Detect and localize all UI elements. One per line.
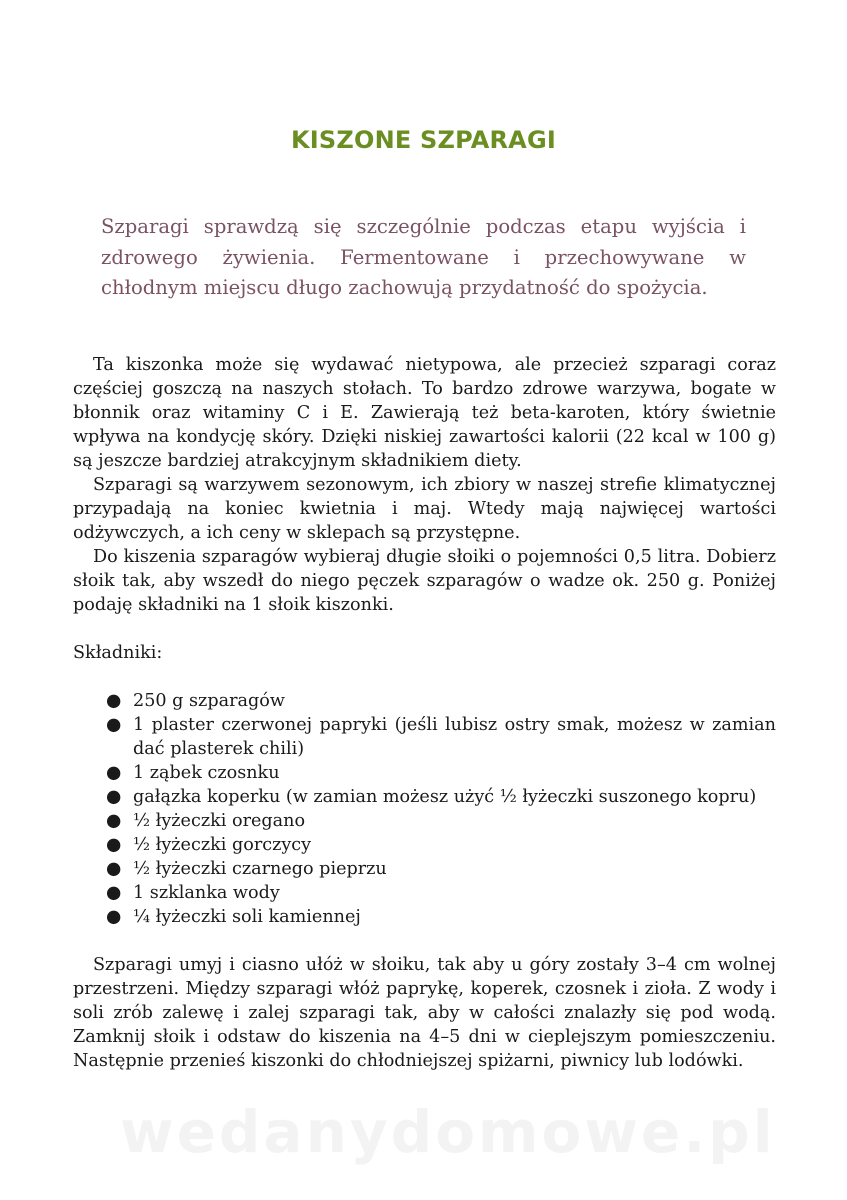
- bullet-icon: ●: [106, 859, 122, 879]
- ingredients-list: [73, 689, 776, 929]
- list-item: [106, 833, 776, 857]
- ingredient-text: 1 ząbek czosnku: [133, 763, 280, 783]
- bullet-icon: ●: [106, 907, 122, 927]
- bullet-icon: ●: [106, 715, 122, 735]
- list-item: [106, 881, 776, 905]
- page-title: KISZONE SZPARAGI: [291, 126, 556, 154]
- list-item: [106, 761, 776, 785]
- intro-paragraph: Szparagi sprawdzą się szczególnie podczas etapu wyjścia i zdrowego żywienia. Fermentowane i przechowywane w chłodnym miejscu długo zachowują przydatność do spożycia.: [101, 215, 746, 299]
- body-paragraph: Do kiszenia szparagów wybieraj długie słoiki o pojemności 0,5 litra. Dobierz słoik tak, aby wszedł do niego pęczek szparagów o wadze ok. 250 g. Poniżej podaję składniki na 1 słoik kiszonki.: [73, 547, 776, 615]
- ingredients-heading: Składniki:: [73, 643, 163, 663]
- watermark: wedanydomowe.pl: [120, 1098, 776, 1166]
- bullet-icon: ●: [106, 883, 122, 903]
- body-paragraph: Szparagi są warzywem sezonowym, ich zbiory w naszej strefie klimatycznej przypadają na koniec kwietnia i maj. Wtedy mają najwięcej wartości odżywczych, a ich ceny w sklepach są przystępne.: [73, 475, 776, 543]
- list-item: [106, 785, 776, 809]
- ingredient-text: ½ łyżeczki gorczycy: [133, 835, 312, 855]
- list-item: [106, 809, 776, 833]
- list-item: [106, 905, 776, 929]
- instructions-paragraph: Szparagi umyj i ciasno ułóż w słoiku, tak aby u góry zostały 3–4 cm wolnej przestrzeni. Między szparagi włóż paprykę, koperek, czosnek i zioła. Z wody i soli zrób zalewę i zalej szparagi tak, aby w całości znalazły się pod wodą. Zamknij słoik i odstaw do kiszenia na 4–5 dni w cieplejszym pomieszczeniu. Następnie przenieś kiszonki do chłodniejszej spiżarni, piwnicy lub lodówki.: [73, 955, 776, 1071]
- ingredient-text: 1 szklanka wody: [133, 883, 280, 903]
- ingredient-text: ½ łyżeczki czarnego pieprzu: [133, 859, 387, 879]
- list-item: [106, 689, 776, 713]
- ingredient-text: ½ łyżeczki oregano: [133, 811, 306, 831]
- ingredient-text: gałązka koperku (w zamian możesz użyć ½ łyżeczki suszonego kopru): [133, 787, 757, 807]
- body-paragraph: Ta kiszonka może się wydawać nietypowa, ale przecież szparagi coraz częściej goszczą na naszych stołach. To bardzo zdrowe warzywa, bogate w błonnik oraz witaminy C i E. Zawierają też beta-karoten, który świetnie wpływa na kondycję skóry. Dzięki niskiej zawartości kalorii (22 kcal w 100 g) są jeszcze bardziej atrakcyjnym składnikiem diety.: [73, 355, 776, 471]
- ingredient-text: 250 g szparagów: [133, 691, 285, 711]
- bullet-icon: ●: [106, 835, 122, 855]
- bullet-icon: ●: [106, 811, 122, 831]
- list-item: [106, 857, 776, 881]
- recipe-body: [73, 353, 776, 1073]
- ingredient-text: 1 plaster czerwonej papryki (jeśli lubisz ostry smak, możesz w zamian dać plasterek chili): [133, 715, 776, 759]
- bullet-icon: ●: [106, 691, 122, 711]
- bullet-icon: ●: [106, 763, 122, 783]
- bullet-icon: ●: [106, 787, 122, 807]
- ingredient-text: ¼ łyżeczki soli kamiennej: [133, 907, 361, 927]
- list-item: [106, 713, 776, 761]
